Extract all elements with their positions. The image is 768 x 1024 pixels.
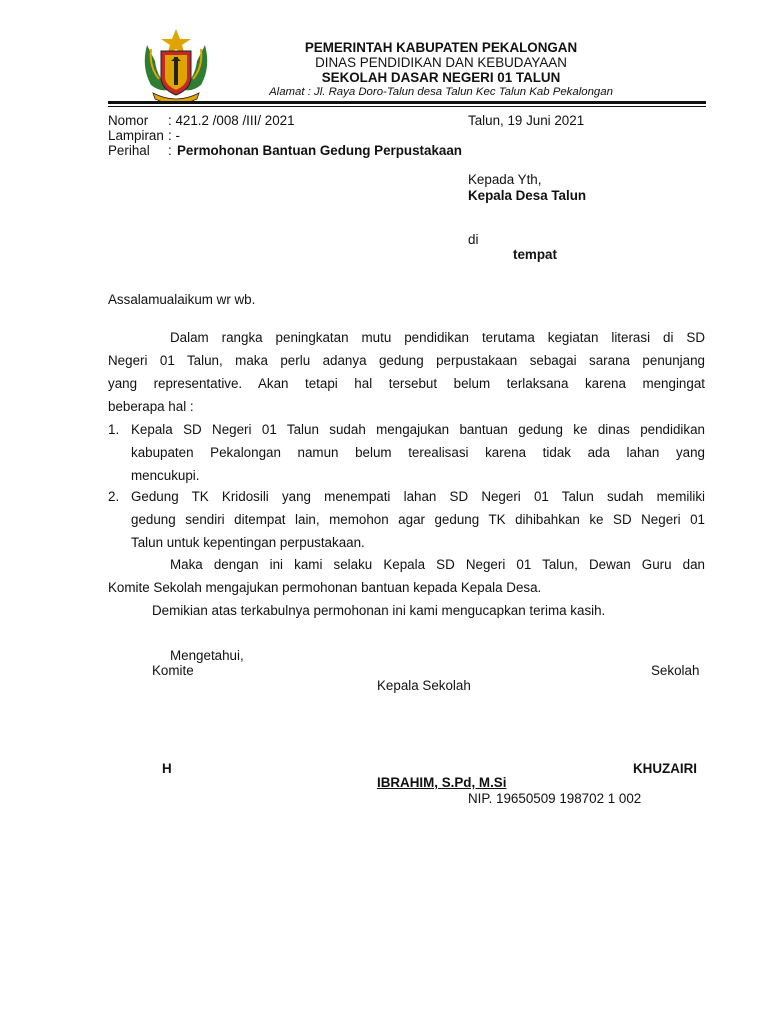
paragraph-2-line: Komite Sekolah mengajukan permohonan bantuan kepada Kepala Desa. (108, 580, 542, 595)
sign-kepala-sekolah: Kepala Sekolah (377, 678, 471, 693)
recipient-greeting: Kepada Yth, (468, 172, 542, 187)
letterhead-rule-thick (108, 101, 706, 104)
lampiran-value: : - (168, 128, 180, 143)
list-item-line: Kepala SD Negeri 01 Talun sudah mengajukan bantuan gedung ke dinas pendidikan (131, 422, 705, 437)
perihal-colon: : (168, 143, 172, 158)
paragraph-2-line: Maka dengan ini kami selaku Kepala SD Negeri 01 Talun, Dewan Guru dan (170, 557, 705, 572)
perihal-value: Permohonan Bantuan Gedung Perpustakaan (177, 143, 462, 158)
nomor-label: Nomor (108, 113, 149, 128)
list-item-line: Talun untuk kepentingan perpustakaan. (131, 535, 365, 550)
list-item-line: mencukupi. (131, 468, 200, 483)
nomor-value: : 421.2 /008 /III/ 2021 (168, 113, 295, 128)
list-item-line: gedung sendiri ditempat lain, memohon agar gedung TK dihibahkan ke SD Negeri 01 (131, 512, 705, 527)
letterhead-department: DINAS PENDIDIKAN DAN KEBUDAYAAN (315, 55, 567, 70)
list-item-number: 1. (108, 422, 120, 437)
recipient-di: di (468, 232, 479, 247)
sign-nip: NIP. 19650509 198702 1 002 (468, 791, 642, 806)
recipient-tempat: tempat (513, 247, 557, 262)
list-item-line: Gedung TK Kridosili yang menempati lahan SD Negeri 01 Talun sudah memiliki (131, 489, 705, 504)
letterhead-government: PEMERINTAH KABUPATEN PEKALONGAN (304, 40, 578, 55)
paragraph-1-line: beberapa hal : (108, 399, 194, 414)
closing-sentence: Demikian atas terkabulnya permohonan ini kami mengucapkan terima kasih. (152, 603, 606, 618)
list-item-number: 2. (108, 489, 120, 504)
sign-komite: Komite (152, 663, 194, 678)
letter-date: Talun, 19 Juni 2021 (468, 113, 585, 128)
letterhead-school: SEKOLAH DASAR NEGERI 01 TALUN (321, 70, 561, 85)
letterhead-rule-thin (108, 106, 706, 107)
list-item-line: kabupaten Pekalongan namun belum terealisasi karena tidak ada lahan yang (131, 445, 705, 460)
sign-name-khuzairi: KHUZAIRI (633, 761, 697, 776)
sign-name-h: H (162, 761, 172, 776)
salutation: Assalamualaikum wr wb. (108, 292, 256, 307)
perihal-label: Perihal (108, 143, 150, 158)
lampiran-label: Lampiran (108, 128, 164, 143)
paragraph-1-line: Negeri 01 Talun, maka perlu adanya gedung perpustakaan sebagai sarana penunjang (108, 353, 705, 368)
sign-name-ibrahim: IBRAHIM, S.Pd, M.Si (377, 775, 507, 790)
sign-mengetahui: Mengetahui, (170, 648, 244, 663)
paragraph-1-line: yang representative. Akan tetapi hal tersebut belum terlaksana karena mengingat (108, 376, 705, 391)
letterhead-address: Alamat : Jl. Raya Doro-Talun desa Talun Kec Talun Kab Pekalongan (269, 86, 613, 98)
paragraph-1-line: Dalam rangka peningkatan mutu pendidikan terutama kegiatan literasi di SD (170, 330, 705, 345)
recipient-name: Kepala Desa Talun (468, 188, 587, 203)
sign-sekolah: Sekolah (651, 663, 700, 678)
